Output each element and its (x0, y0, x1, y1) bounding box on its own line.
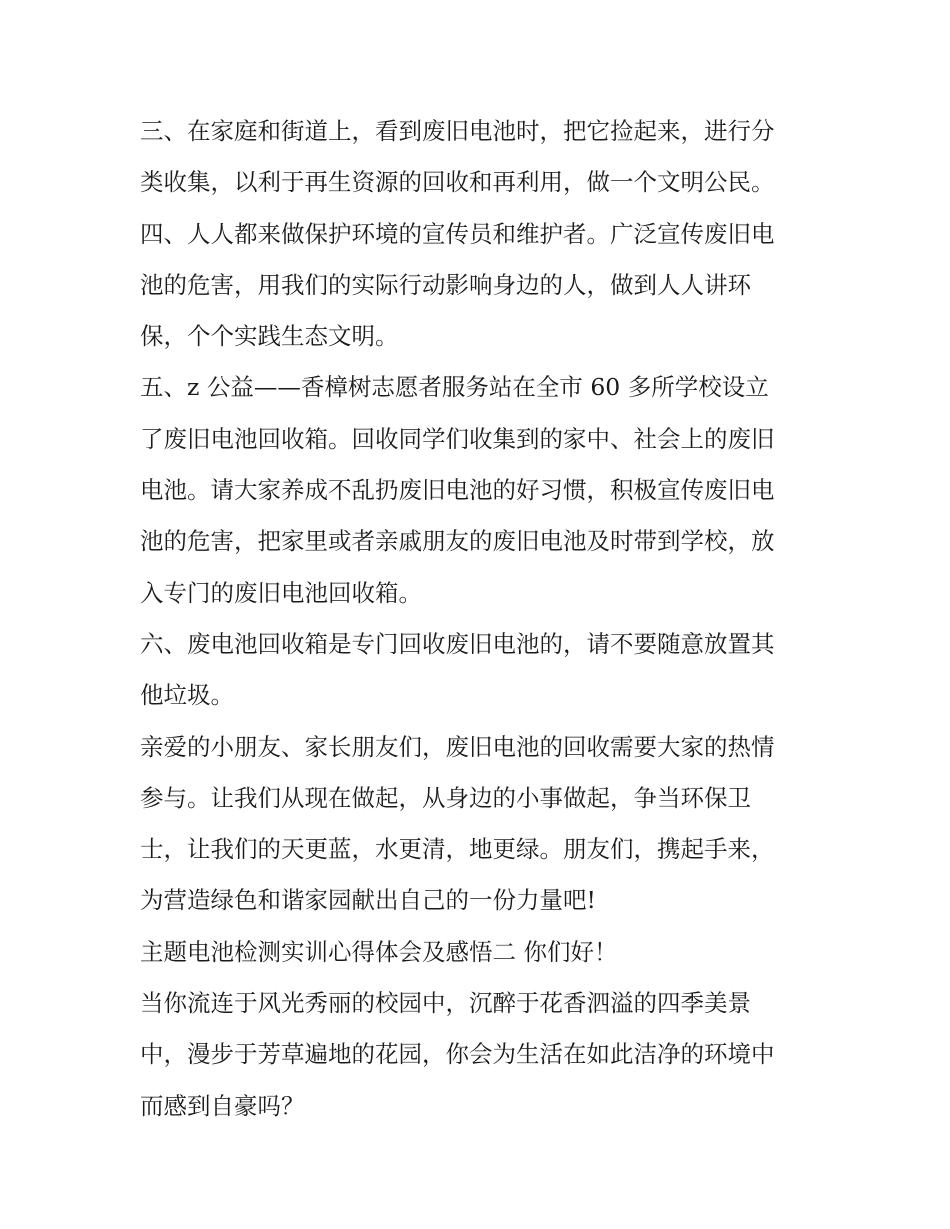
text-line: 类收集，以利于再生资源的回收和再利用，做一个文明公民。 (140, 168, 775, 197)
text-line: 参与。让我们从现在做起，从身边的小事做起，争当环保卫 (140, 783, 751, 812)
text-line: 当你流连于风光秀丽的校园中，沉醉于花香泗溢的四季美景 (140, 989, 751, 1018)
text-line: 士，让我们的天更蓝，水更清，地更绿。朋友们，携起手来， (140, 835, 775, 864)
text-line: 了废旧电池回收箱。回收同学们收集到的家中、社会上的废旧 (140, 424, 775, 453)
text-line: 入专门的废旧电池回收箱。 (140, 578, 422, 607)
text-line: 为营造绿色和谐家园献出自己的一份力量吧! (140, 886, 596, 915)
text-line: 保，个个实践生态文明。 (140, 322, 399, 351)
document-body (140, 106, 820, 1132)
heading-line: 主题电池检测实训心得体会及感悟二 你们好！ (140, 937, 618, 966)
text-line: 他垃圾。 (140, 681, 234, 710)
text-line: 六、废电池回收箱是专门回收废旧电池的，请不要随意放置其 (140, 629, 775, 658)
text-line: 中，漫步于芳草遍地的花园，你会为生活在如此洁净的环境中 (140, 1040, 775, 1069)
text-line: 池的危害，用我们的实际行动影响身边的人，做到人人讲环 (140, 270, 751, 299)
text-line: 三、在家庭和街道上，看到废旧电池时，把它捡起来，进行分 (140, 117, 775, 145)
text-line: 五、z 公益——香樟树志愿者服务站在全市 60 多所学校设立 (140, 373, 769, 402)
text-line: 四、人人都来做保护环境的宣传员和维护者。广泛宣传废旧电 (140, 219, 775, 248)
text-line: 电池。请大家养成不乱扔废旧电池的好习惯，积极宣传废旧电 (140, 476, 775, 505)
text-line: 亲爱的小朋友、家长朋友们，废旧电池的回收需要大家的热情 (140, 732, 775, 761)
text-line: 池的危害，把家里或者亲戚朋友的废旧电池及时带到学校，放 (140, 527, 775, 556)
text-line: 而感到自豪吗？ (140, 1091, 305, 1120)
